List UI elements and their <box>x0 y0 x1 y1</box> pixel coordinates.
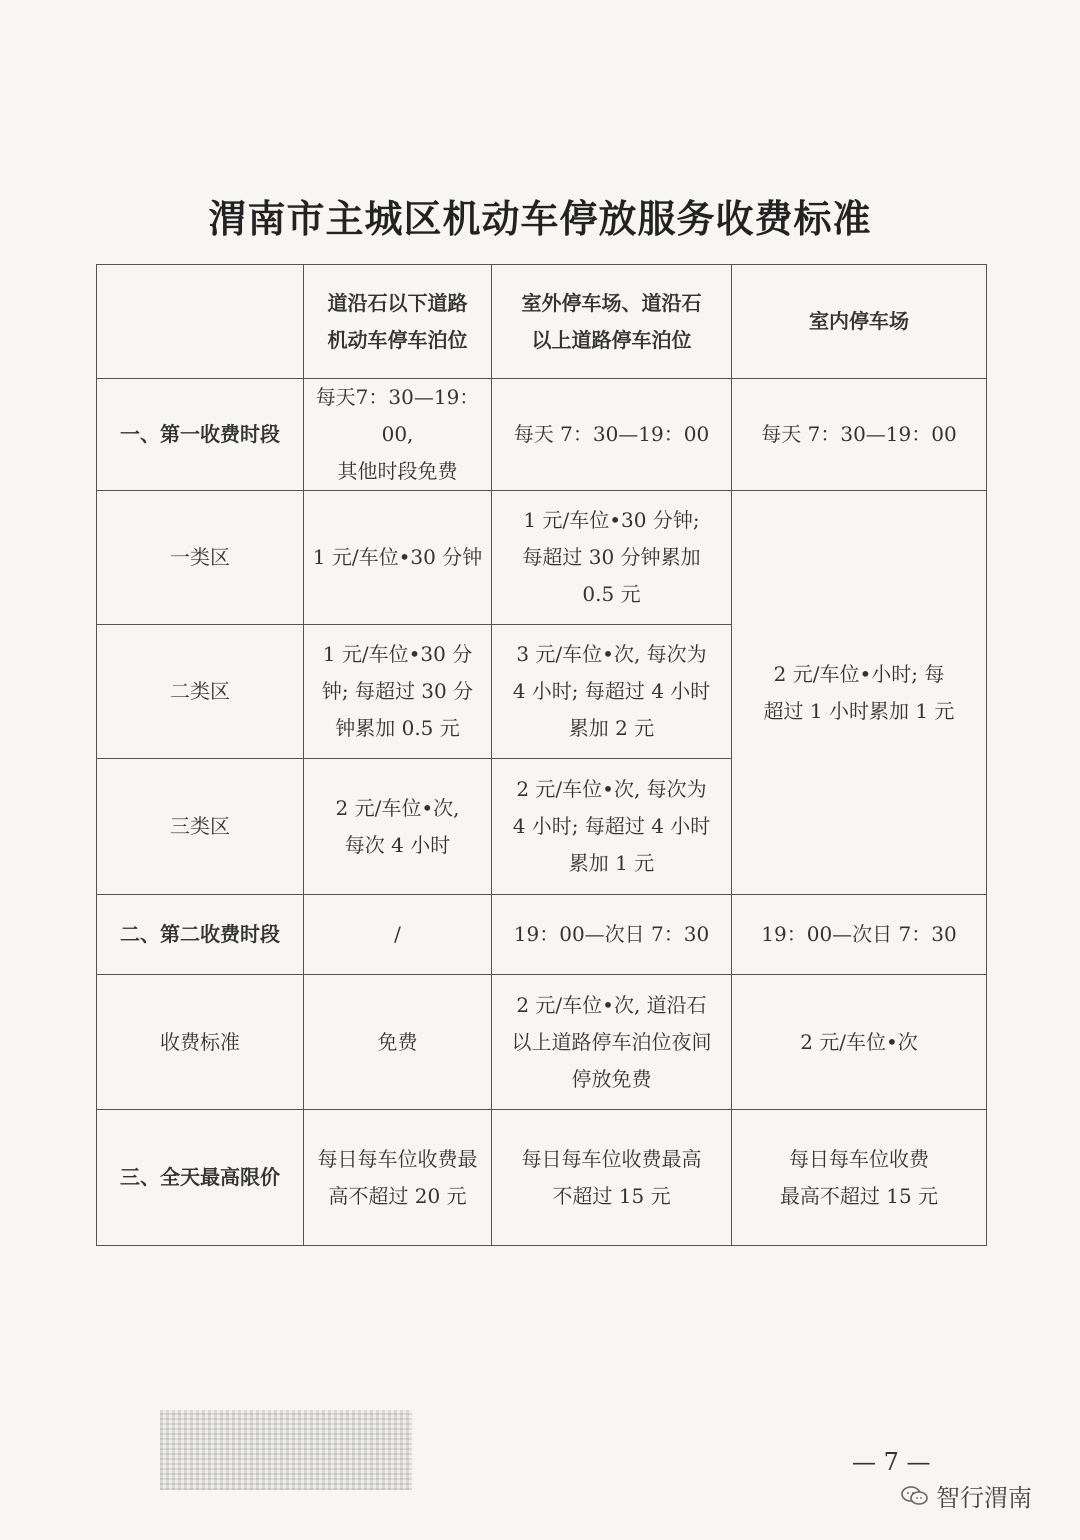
table-row <box>97 379 987 491</box>
cell-period1-c1: 每天7：30—19：00, 其他时段免费 <box>304 379 492 491</box>
blurred-stamp <box>160 1410 412 1490</box>
cell-max-c1: 每日每车位收费最 高不超过 20 元 <box>304 1110 492 1246</box>
row-label-period1: 一、第一收费时段 <box>97 379 304 491</box>
row-label-standard: 收费标准 <box>97 975 304 1110</box>
fee-table <box>96 264 987 1246</box>
brand-name: 智行渭南 <box>936 1484 1032 1512</box>
header-corner-cell <box>97 265 304 379</box>
table-row <box>97 491 987 625</box>
wechat-icon <box>900 1485 930 1507</box>
header-outdoor-lot: 室外停车场、道沿石 以上道路停车泊位 <box>492 265 732 379</box>
cell-zone2-c2: 3 元/车位•次, 每次为 4 小时; 每超过 4 小时 累加 2 元 <box>492 625 732 759</box>
table-row <box>97 975 987 1110</box>
cell-period2-c2: 19：00—次日 7：30 <box>492 895 732 975</box>
header-roadside-below-curb: 道沿石以下道路 机动车停车泊位 <box>304 265 492 379</box>
table-header-row <box>97 265 987 379</box>
page-number: — 7 — <box>852 1448 931 1476</box>
brand-watermark <box>900 1478 1032 1513</box>
cell-standard-c3: 2 元/车位•次 <box>732 975 987 1110</box>
cell-zone3-c1: 2 元/车位•次, 每次 4 小时 <box>304 759 492 895</box>
page-title: 渭南市主城区机动车停放服务收费标准 <box>208 197 872 241</box>
cell-zone1-c1: 1 元/车位•30 分钟 <box>304 491 492 625</box>
cell-max-c2: 每日每车位收费最高 不超过 15 元 <box>492 1110 732 1246</box>
row-label-zone2: 二类区 <box>97 625 304 759</box>
cell-zone3-c2: 2 元/车位•次, 每次为 4 小时; 每超过 4 小时 累加 1 元 <box>492 759 732 895</box>
cell-standard-c2: 2 元/车位•次, 道沿石 以上道路停车泊位夜间 停放免费 <box>492 975 732 1110</box>
cell-zone1-c2: 1 元/车位•30 分钟; 每超过 30 分钟累加 0.5 元 <box>492 491 732 625</box>
cell-max-c3: 每日每车位收费 最高不超过 15 元 <box>732 1110 987 1246</box>
cell-period2-c3: 19：00—次日 7：30 <box>732 895 987 975</box>
cell-period1-c2: 每天 7：30—19：00 <box>492 379 732 491</box>
row-label-period2: 二、第二收费时段 <box>97 895 304 975</box>
header-indoor-lot: 室内停车场 <box>732 265 987 379</box>
cell-standard-c1: 免费 <box>304 975 492 1110</box>
row-label-zone3: 三类区 <box>97 759 304 895</box>
table-row <box>97 895 987 975</box>
cell-period1-c3: 每天 7：30—19：00 <box>732 379 987 491</box>
cell-period2-c1: / <box>304 895 492 975</box>
row-label-zone1: 一类区 <box>97 491 304 625</box>
row-label-max: 三、全天最高限价 <box>97 1110 304 1246</box>
table-row <box>97 1110 987 1246</box>
cell-zone2-c1: 1 元/车位•30 分 钟; 每超过 30 分 钟累加 0.5 元 <box>304 625 492 759</box>
cell-zones-indoor: 2 元/车位•小时; 每 超过 1 小时累加 1 元 <box>732 491 987 895</box>
